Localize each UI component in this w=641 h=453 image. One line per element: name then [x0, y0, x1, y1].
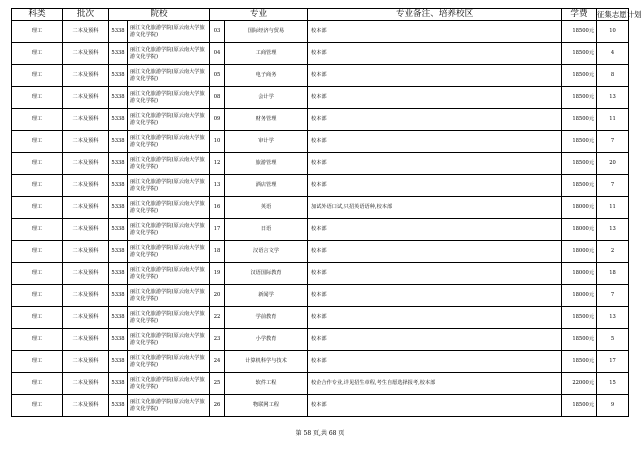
- table-header-row: [12, 9, 629, 21]
- fee-cell: 18000元: [562, 285, 597, 307]
- major-cell: 计算机科学与技术: [225, 351, 308, 373]
- major-cell: 软件工程: [225, 373, 308, 395]
- batch-cell: 二本及预科: [63, 153, 109, 175]
- plan-cell: 7: [597, 175, 629, 197]
- note-cell: 校本部: [308, 351, 562, 373]
- school-name-cell: 丽江文化旅游学院(原云南大学旅游文化学院): [128, 395, 210, 417]
- table-row: [12, 153, 629, 175]
- plan-cell: 15: [597, 373, 629, 395]
- batch-cell: 二本及预科: [63, 329, 109, 351]
- major-code-cell: 13: [210, 175, 225, 197]
- plan-cell: 11: [597, 197, 629, 219]
- school-name-cell: 丽江文化旅游学院(原云南大学旅游文化学院): [128, 109, 210, 131]
- note-cell: 校本部: [308, 175, 562, 197]
- table-row: [12, 329, 629, 351]
- school-code-cell: 5338: [109, 395, 128, 417]
- plan-cell: 4: [597, 43, 629, 65]
- major-cell: 旅游管理: [225, 153, 308, 175]
- table-row: [12, 307, 629, 329]
- school-code-cell: 5338: [109, 21, 128, 43]
- table-row: [12, 263, 629, 285]
- major-code-cell: 23: [210, 329, 225, 351]
- header-school: 院校: [109, 9, 210, 21]
- subject-cell: 理工: [12, 87, 63, 109]
- fee-cell: 18500元: [562, 351, 597, 373]
- table-row: [12, 219, 629, 241]
- school-name-cell: 丽江文化旅游学院(原云南大学旅游文化学院): [128, 153, 210, 175]
- batch-cell: 二本及预科: [63, 197, 109, 219]
- fee-cell: 18500元: [562, 329, 597, 351]
- plan-cell: 9: [597, 395, 629, 417]
- major-cell: 工商管理: [225, 43, 308, 65]
- major-cell: 财务管理: [225, 109, 308, 131]
- batch-cell: 二本及预科: [63, 263, 109, 285]
- subject-cell: 理工: [12, 373, 63, 395]
- note-cell: 校本部: [308, 65, 562, 87]
- table-row: [12, 395, 629, 417]
- major-cell: 学前教育: [225, 307, 308, 329]
- plan-cell: 5: [597, 329, 629, 351]
- table-row: [12, 43, 629, 65]
- fee-cell: 18500元: [562, 395, 597, 417]
- header-batch: 批次: [63, 9, 109, 21]
- school-code-cell: 5338: [109, 87, 128, 109]
- batch-cell: 二本及预科: [63, 373, 109, 395]
- table-row: [12, 65, 629, 87]
- table-row: [12, 87, 629, 109]
- major-code-cell: 03: [210, 21, 225, 43]
- subject-cell: 理工: [12, 131, 63, 153]
- note-cell: 校本部: [308, 21, 562, 43]
- fee-cell: 18500元: [562, 21, 597, 43]
- school-name-cell: 丽江文化旅游学院(原云南大学旅游文化学院): [128, 65, 210, 87]
- note-cell: 校本部: [308, 131, 562, 153]
- subject-cell: 理工: [12, 395, 63, 417]
- note-cell: 校本部: [308, 307, 562, 329]
- plan-cell: 11: [597, 109, 629, 131]
- fee-cell: 18500元: [562, 87, 597, 109]
- header-subject: 科类: [12, 9, 63, 21]
- school-code-cell: 5338: [109, 65, 128, 87]
- batch-cell: 二本及预科: [63, 307, 109, 329]
- admission-table: [11, 8, 641, 417]
- header-major: 专业: [210, 9, 308, 21]
- major-cell: 汉语国际教育: [225, 263, 308, 285]
- table-row: [12, 285, 629, 307]
- subject-cell: 理工: [12, 219, 63, 241]
- school-code-cell: 5338: [109, 285, 128, 307]
- table-row: [12, 197, 629, 219]
- note-cell: 校本部: [308, 87, 562, 109]
- school-name-cell: 丽江文化旅游学院(原云南大学旅游文化学院): [128, 329, 210, 351]
- major-cell: 日语: [225, 219, 308, 241]
- note-cell: 加试外语口试,只招英语语种,校本部: [308, 197, 562, 219]
- school-code-cell: 5338: [109, 175, 128, 197]
- school-name-cell: 丽江文化旅游学院(原云南大学旅游文化学院): [128, 131, 210, 153]
- batch-cell: 二本及预科: [63, 131, 109, 153]
- subject-cell: 理工: [12, 329, 63, 351]
- major-code-cell: 19: [210, 263, 225, 285]
- major-code-cell: 12: [210, 153, 225, 175]
- school-name-cell: 丽江文化旅游学院(原云南大学旅游文化学院): [128, 197, 210, 219]
- major-cell: 小学教育: [225, 329, 308, 351]
- fee-cell: 18500元: [562, 131, 597, 153]
- subject-cell: 理工: [12, 109, 63, 131]
- school-code-cell: 5338: [109, 43, 128, 65]
- batch-cell: 二本及预科: [63, 285, 109, 307]
- subject-cell: 理工: [12, 65, 63, 87]
- major-code-cell: 08: [210, 87, 225, 109]
- major-cell: 物联网工程: [225, 395, 308, 417]
- fee-cell: 18500元: [562, 175, 597, 197]
- major-cell: 国际经济与贸易: [225, 21, 308, 43]
- major-code-cell: 18: [210, 241, 225, 263]
- school-code-cell: 5338: [109, 197, 128, 219]
- major-code-cell: 04: [210, 43, 225, 65]
- school-name-cell: 丽江文化旅游学院(原云南大学旅游文化学院): [128, 351, 210, 373]
- plan-cell: 2: [597, 241, 629, 263]
- school-code-cell: 5338: [109, 131, 128, 153]
- table-row: [12, 373, 629, 395]
- major-code-cell: 26: [210, 395, 225, 417]
- note-cell: 校本部: [308, 109, 562, 131]
- batch-cell: 二本及预科: [63, 351, 109, 373]
- subject-cell: 理工: [12, 153, 63, 175]
- major-code-cell: 24: [210, 351, 225, 373]
- major-cell: 新闻学: [225, 285, 308, 307]
- plan-cell: 18: [597, 263, 629, 285]
- table-row: [12, 175, 629, 197]
- batch-cell: 二本及预科: [63, 87, 109, 109]
- school-code-cell: 5338: [109, 241, 128, 263]
- plan-cell: 13: [597, 219, 629, 241]
- subject-cell: 理工: [12, 197, 63, 219]
- header-note: 专业备注、培养校区: [308, 9, 562, 21]
- plan-cell: 7: [597, 131, 629, 153]
- plan-cell: 8: [597, 65, 629, 87]
- note-cell: 校本部: [308, 395, 562, 417]
- plan-cell: 17: [597, 351, 629, 373]
- fee-cell: 18000元: [562, 219, 597, 241]
- table-row: [12, 351, 629, 373]
- note-cell: 校本部: [308, 285, 562, 307]
- header-plan: 征集志愿计划: [597, 10, 641, 19]
- school-code-cell: 5338: [109, 351, 128, 373]
- fee-cell: 18500元: [562, 153, 597, 175]
- school-code-cell: 5338: [109, 219, 128, 241]
- table-row: [12, 21, 629, 43]
- note-cell: 校本部: [308, 43, 562, 65]
- school-code-cell: 5338: [109, 373, 128, 395]
- fee-cell: 18500元: [562, 307, 597, 329]
- batch-cell: 二本及预科: [63, 43, 109, 65]
- major-cell: 电子商务: [225, 65, 308, 87]
- major-cell: 汉语言文学: [225, 241, 308, 263]
- subject-cell: 理工: [12, 21, 63, 43]
- note-cell: 校本部: [308, 263, 562, 285]
- major-code-cell: 05: [210, 65, 225, 87]
- major-code-cell: 10: [210, 131, 225, 153]
- fee-cell: 18500元: [562, 43, 597, 65]
- subject-cell: 理工: [12, 263, 63, 285]
- major-code-cell: 22: [210, 307, 225, 329]
- table-row: [12, 109, 629, 131]
- school-code-cell: 5338: [109, 109, 128, 131]
- school-name-cell: 丽江文化旅游学院(原云南大学旅游文化学院): [128, 263, 210, 285]
- plan-cell: 20: [597, 153, 629, 175]
- subject-cell: 理工: [12, 175, 63, 197]
- fee-cell: 18000元: [562, 197, 597, 219]
- subject-cell: 理工: [12, 241, 63, 263]
- major-code-cell: 09: [210, 109, 225, 131]
- major-code-cell: 17: [210, 219, 225, 241]
- plan-cell: 13: [597, 307, 629, 329]
- major-cell: 审计学: [225, 131, 308, 153]
- school-name-cell: 丽江文化旅游学院(原云南大学旅游文化学院): [128, 43, 210, 65]
- note-cell: 校本部: [308, 241, 562, 263]
- batch-cell: 二本及预科: [63, 109, 109, 131]
- admission-table-sheet: [11, 8, 641, 417]
- batch-cell: 二本及预科: [63, 219, 109, 241]
- school-name-cell: 丽江文化旅游学院(原云南大学旅游文化学院): [128, 175, 210, 197]
- fee-cell: 18000元: [562, 241, 597, 263]
- note-cell: 校本部: [308, 219, 562, 241]
- major-cell: 英语: [225, 197, 308, 219]
- subject-cell: 理工: [12, 285, 63, 307]
- batch-cell: 二本及预科: [63, 395, 109, 417]
- major-code-cell: 20: [210, 285, 225, 307]
- batch-cell: 二本及预科: [63, 175, 109, 197]
- fee-cell: 18500元: [562, 109, 597, 131]
- batch-cell: 二本及预科: [63, 241, 109, 263]
- note-cell: 校企合作专业,详见招生章程,考生自愿选择报考,校本部: [308, 373, 562, 395]
- header-fee: 学费: [562, 9, 597, 21]
- school-code-cell: 5338: [109, 153, 128, 175]
- school-name-cell: 丽江文化旅游学院(原云南大学旅游文化学院): [128, 285, 210, 307]
- fee-cell: 18500元: [562, 65, 597, 87]
- major-code-cell: 25: [210, 373, 225, 395]
- table-row: [12, 241, 629, 263]
- fee-cell: 22000元: [562, 373, 597, 395]
- plan-cell: 13: [597, 87, 629, 109]
- note-cell: 校本部: [308, 153, 562, 175]
- school-name-cell: 丽江文化旅游学院(原云南大学旅游文化学院): [128, 21, 210, 43]
- batch-cell: 二本及预科: [63, 21, 109, 43]
- school-code-cell: 5338: [109, 263, 128, 285]
- subject-cell: 理工: [12, 43, 63, 65]
- plan-cell: 7: [597, 285, 629, 307]
- batch-cell: 二本及预科: [63, 65, 109, 87]
- major-cell: 会计学: [225, 87, 308, 109]
- major-code-cell: 16: [210, 197, 225, 219]
- school-name-cell: 丽江文化旅游学院(原云南大学旅游文化学院): [128, 373, 210, 395]
- plan-cell: 10: [597, 21, 629, 43]
- school-name-cell: 丽江文化旅游学院(原云南大学旅游文化学院): [128, 87, 210, 109]
- subject-cell: 理工: [12, 307, 63, 329]
- school-name-cell: 丽江文化旅游学院(原云南大学旅游文化学院): [128, 241, 210, 263]
- school-code-cell: 5338: [109, 329, 128, 351]
- page-footer: 第 58 页,共 68 页: [295, 430, 345, 437]
- school-name-cell: 丽江文化旅游学院(原云南大学旅游文化学院): [128, 219, 210, 241]
- fee-cell: 18000元: [562, 263, 597, 285]
- subject-cell: 理工: [12, 351, 63, 373]
- table-row: [12, 131, 629, 153]
- school-code-cell: 5338: [109, 307, 128, 329]
- school-name-cell: 丽江文化旅游学院(原云南大学旅游文化学院): [128, 307, 210, 329]
- major-cell: 酒店管理: [225, 175, 308, 197]
- note-cell: 校本部: [308, 329, 562, 351]
- table-body: [12, 21, 629, 417]
